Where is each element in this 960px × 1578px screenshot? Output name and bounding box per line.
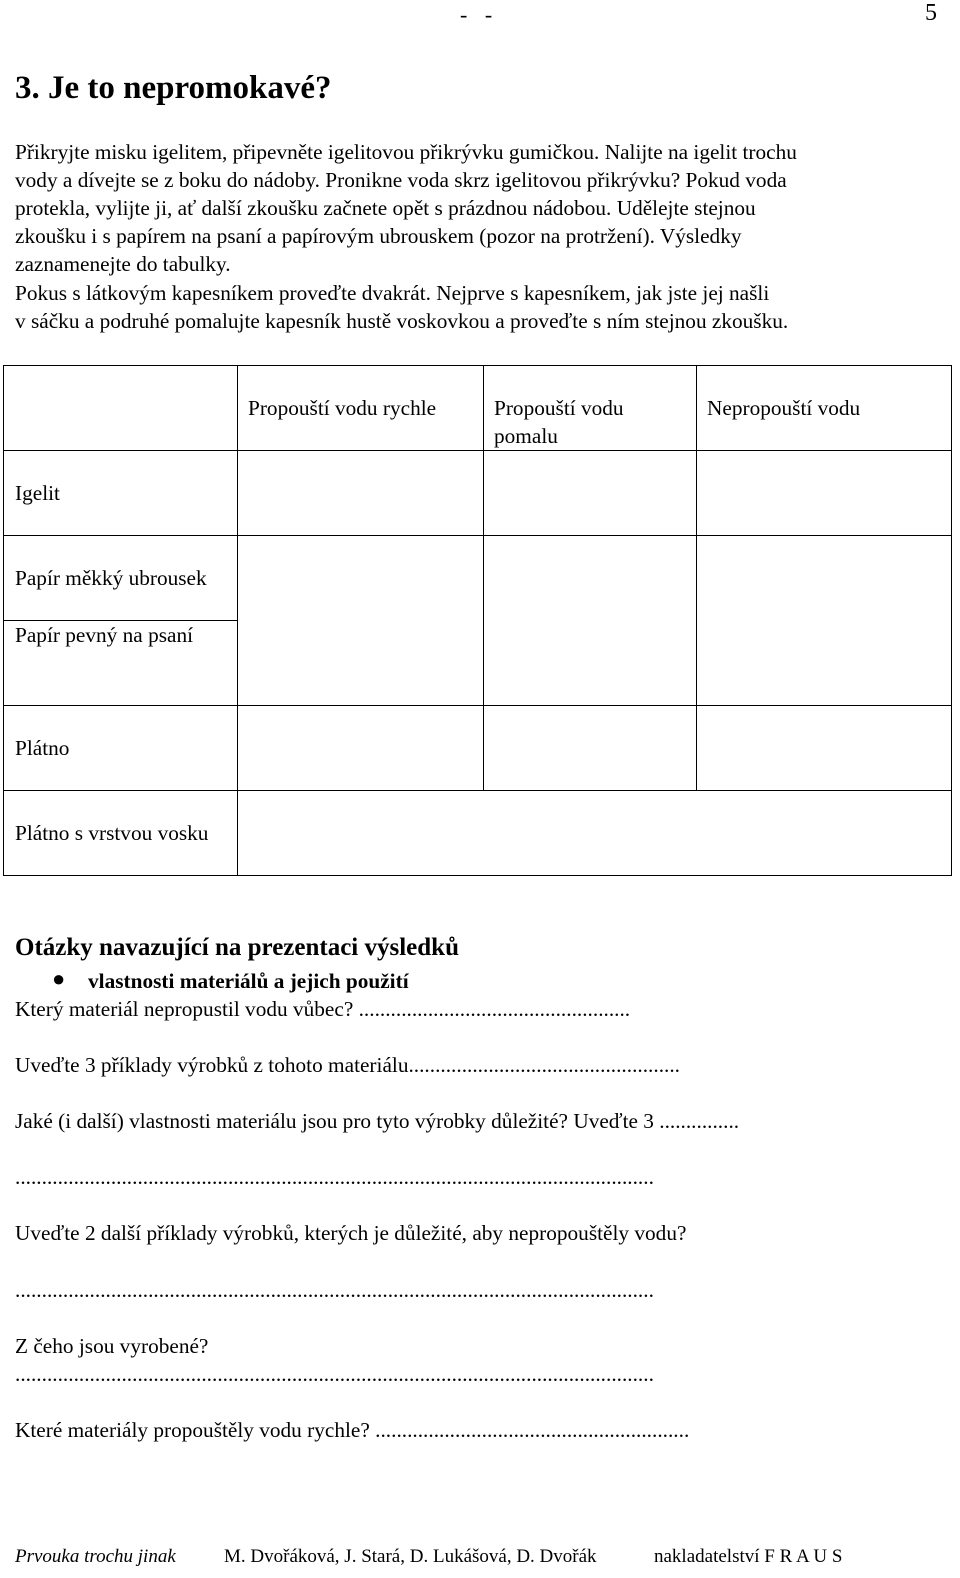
page-number: 5 xyxy=(925,0,937,26)
section-title: 3. Je to nepromokavé? xyxy=(15,70,332,106)
column-header-fast: Propouští vodu rychle xyxy=(238,366,484,451)
bullet-icon: ● xyxy=(52,966,66,991)
footer-publisher: nakladatelství F R A U S xyxy=(654,1546,843,1567)
instruction-line: zaznamenejte do tabulky. xyxy=(15,252,231,276)
answer-cell[interactable] xyxy=(697,451,952,536)
table-row xyxy=(4,536,952,621)
row-label: Papír pevný na psaní xyxy=(4,621,238,706)
row-label: Plátno xyxy=(4,706,238,791)
instruction-line: v sáčku a podruhé pomalujte kapesník hustě voskovkou a proveďte s ním stejnou zkoušku. xyxy=(15,309,789,333)
answer-cell[interactable] xyxy=(238,536,484,706)
question-line[interactable]: Které materiály propouštěly vodu rychle? ........................................................... xyxy=(15,1418,690,1442)
answer-line[interactable]: ........................................................................................................................ xyxy=(15,1362,654,1386)
table-row xyxy=(4,706,952,791)
results-table xyxy=(3,365,952,876)
question-line[interactable]: Uveďte 3 příklady výrobků z tohoto materiálu................................................... xyxy=(15,1053,680,1077)
answer-cell[interactable] xyxy=(238,791,952,876)
question-line: Z čeho jsou vyrobené? xyxy=(15,1334,209,1358)
table-header-corner xyxy=(4,366,238,451)
column-header-slow: Propouští vodu pomalu xyxy=(484,366,697,451)
instruction-line: vody a dívejte se z boku do nádoby. Pronikne voda skrz igelitovou přikrývku? Pokud voda xyxy=(15,168,787,192)
instruction-line: protekla, vylijte ji, ať další zkoušku začnete opět s prázdnou nádobou. Udělejte stejnou xyxy=(15,196,756,220)
footer-book-title: Prvouka trochu jinak xyxy=(15,1546,176,1567)
answer-cell[interactable] xyxy=(484,451,697,536)
row-label: Papír měkký ubrousek xyxy=(4,536,238,621)
answer-cell[interactable] xyxy=(238,451,484,536)
row-label: Igelit xyxy=(4,451,238,536)
instruction-line: zkoušku i s papírem na psaní a papírovým ubrouskem (pozor na protržení). Výsledky xyxy=(15,224,742,248)
instruction-line: Přikryjte misku igelitem, připevněte igelitovou přikrývku gumičkou. Nalijte na igelit trochu xyxy=(15,140,797,164)
answer-line[interactable]: ........................................................................................................................ xyxy=(15,1165,654,1189)
answer-cell[interactable] xyxy=(697,536,952,706)
header-dashes: - - xyxy=(460,2,499,27)
answer-cell[interactable] xyxy=(238,706,484,791)
answer-line[interactable]: ........................................................................................................................ xyxy=(15,1278,654,1302)
instruction-line: Pokus s látkovým kapesníkem proveďte dvakrát. Nejprve s kapesníkem, jak jste jej našli xyxy=(15,281,770,305)
table-header-row xyxy=(4,366,952,451)
page-footer xyxy=(15,1546,842,1568)
question-line: Uveďte 2 další příklady výrobků, kterých je důležité, aby nepropouštěly vodu? xyxy=(15,1221,687,1245)
question-line[interactable]: Který materiál nepropustil vodu vůbec? ................................................... xyxy=(15,997,631,1021)
table-row xyxy=(4,791,952,876)
questions-heading: Otázky navazující na prezentaci výsledků xyxy=(15,934,459,961)
answer-cell[interactable] xyxy=(697,706,952,791)
column-header-none: Nepropouští vodu xyxy=(697,366,952,451)
question-line[interactable]: Jaké (i další) vlastnosti materiálu jsou pro tyto výrobky důležité? Uveďte 3 ............... xyxy=(15,1109,740,1133)
table-row xyxy=(4,451,952,536)
answer-cell[interactable] xyxy=(484,536,697,706)
footer-authors: M. Dvořáková, J. Stará, D. Lukášová, D. Dvořák xyxy=(224,1546,597,1567)
questions-bullet: vlastnosti materiálů a jejich použití xyxy=(88,969,409,993)
row-label: Plátno s vrstvou vosku xyxy=(4,791,238,876)
answer-cell[interactable] xyxy=(484,706,697,791)
